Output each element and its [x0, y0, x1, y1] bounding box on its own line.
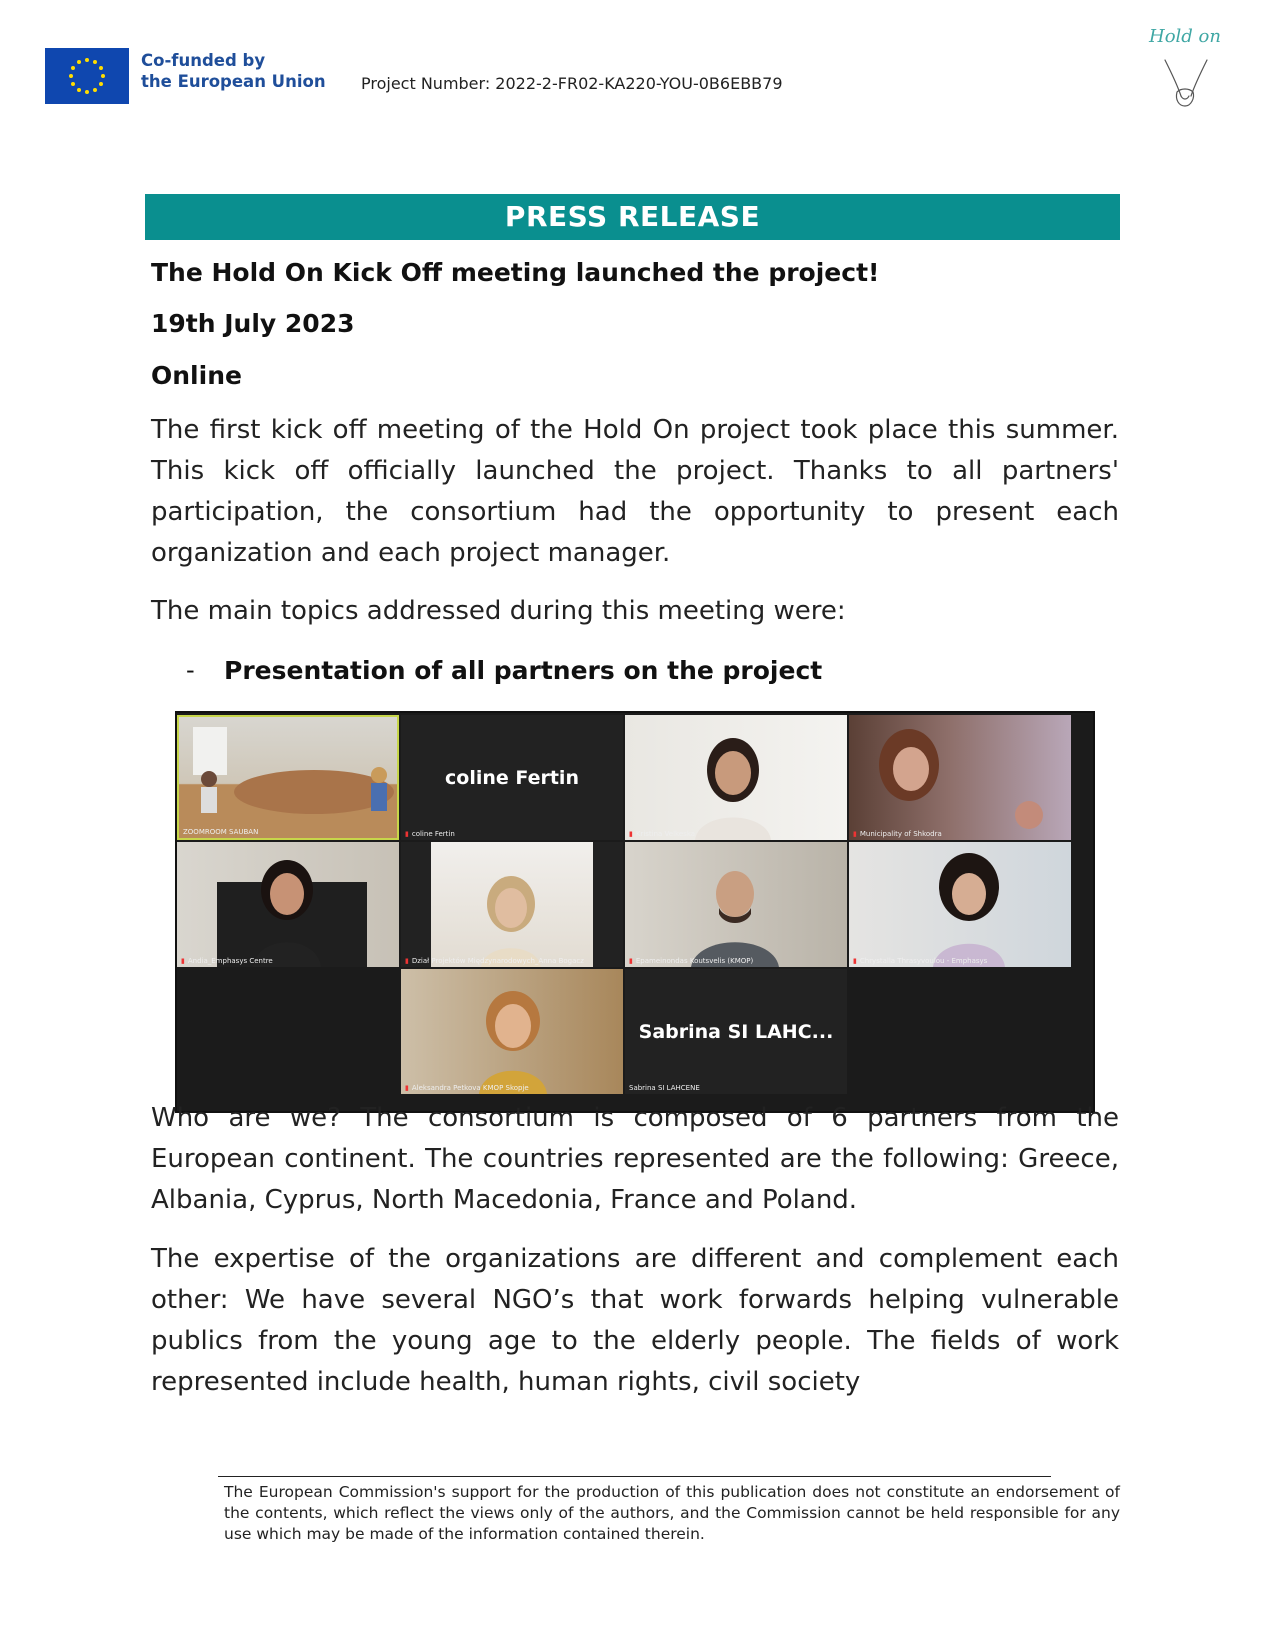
tile-label-text: Andia_Emphasys Centre [187, 957, 273, 965]
footnote-divider [218, 1476, 1051, 1477]
participant-avatar-icon [401, 969, 623, 1094]
tile-label: Sabrina SI LAHCENE [629, 1084, 700, 1092]
tile-label-text: coline Fertin [411, 830, 455, 838]
tile-label [853, 957, 987, 965]
eu-flag-logo [45, 48, 129, 104]
tile-label [853, 830, 942, 838]
project-number: Project Number: 2022-2-FR02-KA220-YOU-0B6EBB79 [361, 74, 783, 93]
video-tile-participant [625, 842, 847, 967]
topics-intro-paragraph: The main topics addressed during this meeting were: [151, 596, 846, 626]
participant-name: coline Fertin [445, 767, 579, 789]
bullet-dash: - [186, 656, 195, 684]
who-paragraph: Who are we? The consortium is composed of 6 partners from the European continent. The countries represented are the following: Greece, Albania, Cyprus, North Macedonia, France and Poland. [151, 1103, 1119, 1215]
press-title: The Hold On Kick Off meeting launched the project! [151, 258, 880, 287]
mic-muted-icon: ▮ [405, 957, 409, 965]
tile-label [629, 957, 753, 965]
tile-label-text: Epameinondas Koutsvelis (KMOP) [635, 957, 754, 965]
tile-label [405, 1084, 529, 1092]
logo-wordmark: Hold on [1149, 26, 1221, 47]
bullet-item: Presentation of all partners on the project [224, 656, 823, 685]
eu-cofunded-text [141, 50, 326, 92]
eu-line-1: Co-funded by [141, 51, 266, 70]
meeting-room-icon [179, 717, 399, 840]
tile-label [181, 957, 273, 965]
tile-label-text: Kristina Velkeska [635, 830, 696, 838]
video-tile-name-only [401, 715, 623, 840]
tile-label [405, 957, 584, 965]
expertise-paragraph: The expertise of the organizations are different and complement each other: We have several NGO’s that work forwards helping vulnerable publics from the young age to the elderly people. The fields of work represented include health, human rights, civil society [151, 1244, 1119, 1397]
press-location: Online [151, 361, 242, 390]
tile-label-text: Aleksandra Petkova KMOP Skopje [411, 1084, 529, 1092]
tile-label-text: Municipality of Shkodra [859, 830, 942, 838]
mic-muted-icon: ▮ [405, 830, 409, 838]
video-tile-participant [401, 969, 623, 1094]
participant-avatar-icon [849, 715, 1071, 840]
press-release-banner: PRESS RELEASE [145, 194, 1120, 240]
mic-muted-icon: ▮ [629, 957, 633, 965]
eu-disclaimer: The European Commission's support for the production of this publication does not constitute an endorsement of the contents, which reflect the views only of the authors, and the Commission cannot be held responsible for any use which may be made of the information contained therein. [224, 1483, 1120, 1543]
participant-avatar-icon [625, 842, 847, 967]
video-tile-participant [849, 715, 1071, 840]
eu-line-2: the European Union [141, 72, 326, 91]
mic-muted-icon: ▮ [181, 957, 185, 965]
holding-hands-icon [1137, 26, 1233, 118]
participant-avatar-icon [625, 715, 847, 840]
tile-label-text: Dział Projektów Międzynarodowych_Anna Bogacz [411, 957, 584, 965]
hold-on-logo [1137, 26, 1233, 118]
tile-label: ZOOMROOM SAUBAN [183, 828, 259, 836]
mic-muted-icon: ▮ [853, 830, 857, 838]
participant-avatar-icon [401, 842, 623, 967]
tile-label [629, 830, 695, 838]
mic-muted-icon: ▮ [405, 1084, 409, 1092]
participant-avatar-icon [849, 842, 1071, 967]
meeting-screenshot [175, 711, 1095, 1113]
mic-muted-icon: ▮ [629, 830, 633, 838]
tile-label-text: Chrystalla Thrasyvoulou - Emphasys [859, 957, 988, 965]
video-tile-room [177, 715, 399, 840]
participant-avatar-icon [177, 842, 399, 967]
mic-muted-icon: ▮ [853, 957, 857, 965]
participant-name: Sabrina SI LAHC... [638, 1021, 834, 1043]
video-tile-participant [849, 842, 1071, 967]
eu-stars-icon [45, 48, 129, 104]
video-tile-name-only [625, 969, 847, 1094]
press-date: 19th July 2023 [151, 309, 355, 338]
intro-paragraph: The first kick off meeting of the Hold On project took place this summer. This kick off officially launched the project. Thanks to all partners' participation, the consortium had the opportunity to present each organization and each project manager. [151, 415, 1119, 568]
video-tile-participant [401, 842, 623, 967]
video-tile-participant [177, 842, 399, 967]
video-tile-participant [625, 715, 847, 840]
tile-label [405, 830, 455, 838]
